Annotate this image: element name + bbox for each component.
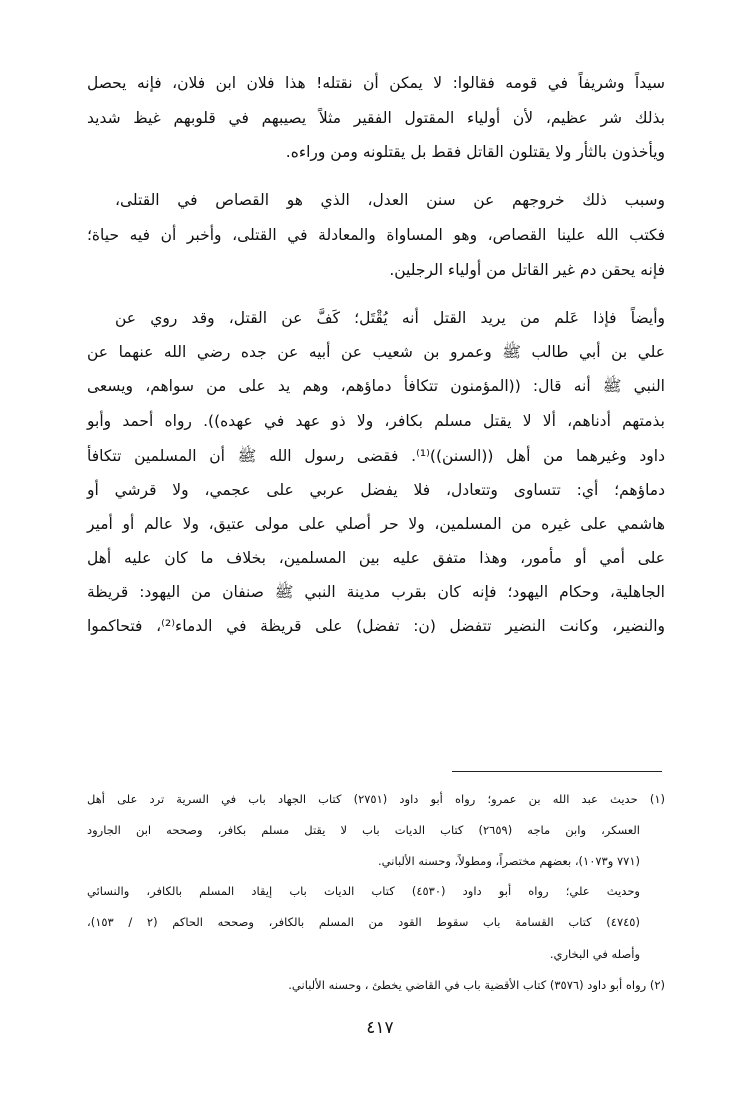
text-line: والنضير، وكانت النضير تتفضل (ن: تفضل) على قريظة في الدماء⁽²⁾، فتحاكموا	[87, 617, 665, 635]
text-line: علي بن أبي طالب ﷺ وعمرو بن شعيب عن أبيه عن جده رضي الله عنهما عن	[87, 343, 665, 361]
text-line: فإنه يحقن دم غير القاتل من أولياء الرجلين.	[389, 261, 665, 279]
text-line: سيداً وشريفاً في قومه فقالوا: لا يمكن أن نقتله! هذا فلان ابن فلان، فإنه يحصل	[87, 74, 665, 92]
text-line: وسبب ذلك خروجهم عن سنن العدل، الذي هو القصاص في القتلى،	[115, 191, 665, 209]
footnote-line: (٧٧١ و١٠٧٣)، بعضهم مختصراً، ومطولاً، وحسنه الألباني.	[378, 854, 640, 868]
footnote-line: (٢) رواه أبو داود (٣٥٧٦) كتاب الأقضية باب في القاضي يخطئ ، وحسنه الألباني.	[288, 978, 665, 992]
text-line: وأيضاً فإذا عَلم من يريد القتل أنه يُقْتَل؛ كَفَّ عن القتل، وقد روي عن	[115, 309, 665, 327]
text-line: الجاهلية، وحكام اليهود؛ فإنه كان بقرب مدينة النبي ﷺ صنفان من اليهود: قريظة	[87, 583, 665, 601]
footnote-divider	[452, 771, 662, 772]
text-line: دماؤهم؛ أي: تتساوى وتتعادل، فلا يفضل عربي على عجمي، ولا قرشي أو	[87, 481, 665, 499]
footnote-line: وحديث علي؛ رواه أبو داود (٤٥٣٠) كتاب الديات باب إيقاد المسلم بالكافر، والنسائي	[87, 884, 640, 898]
text-line: داود وغيرهما من أهل ((السنن))⁽¹⁾. فقضى رسول الله ﷺ أن المسلمين تتكافأ	[87, 447, 665, 465]
text-line: فكتب الله علينا القصاص، وهو المساواة والمعادلة في القتلى، وأخبر أن فيه حياة؛	[87, 226, 665, 244]
text-line: النبي ﷺ أنه قال: ((المؤمنون تتكافأ دماؤهم، وهم يد على من سواهم، ويسعى	[87, 377, 665, 395]
text-line: بذمتهم أدناهم، ألا لا يقتل مسلم بكافر، ولا ذو عهد في عهده)). رواه أحمد وأبو	[87, 412, 665, 430]
page-number: ٤١٧	[366, 1018, 394, 1038]
footnote-line: العسكر، وابن ماجه (٢٦٥٩) كتاب الديات باب لا يقتل مسلم بكافر، وصححه ابن الجارود	[87, 823, 640, 837]
text-line: بذلك شر عظيم، لأن أولياء المقتول الفقير مثلاً يصيبهم في قلوبهم غيظ شديد	[87, 109, 665, 127]
footnote-line: (١) حديث عبد الله بن عمرو؛ رواه أبو داود (٢٧٥١) كتاب الجهاد باب في السرية ترد على أهل	[87, 792, 665, 806]
text-line: على أمي أو مأمور، وهذا متفق عليه بين المسلمين، بخلاف ما كان عليه أهل	[87, 549, 665, 567]
footnote-line: (٤٧٤٥) كتاب القسامة باب سقوط القود من المسلم بالكافر، وصححه الحاكم (٢ / ١٥٣)،	[87, 915, 640, 929]
footnote-line: وأصله في البخاري.	[549, 947, 640, 961]
text-line: ويأخذون بالثأر ولا يقتلون القاتل فقط بل يقتلونه ومن وراءه.	[285, 143, 665, 161]
text-line: هاشمي على غيره من المسلمين، ولا حر أصلي على مولى عتيق، ولا عالم أو أمير	[87, 515, 665, 533]
